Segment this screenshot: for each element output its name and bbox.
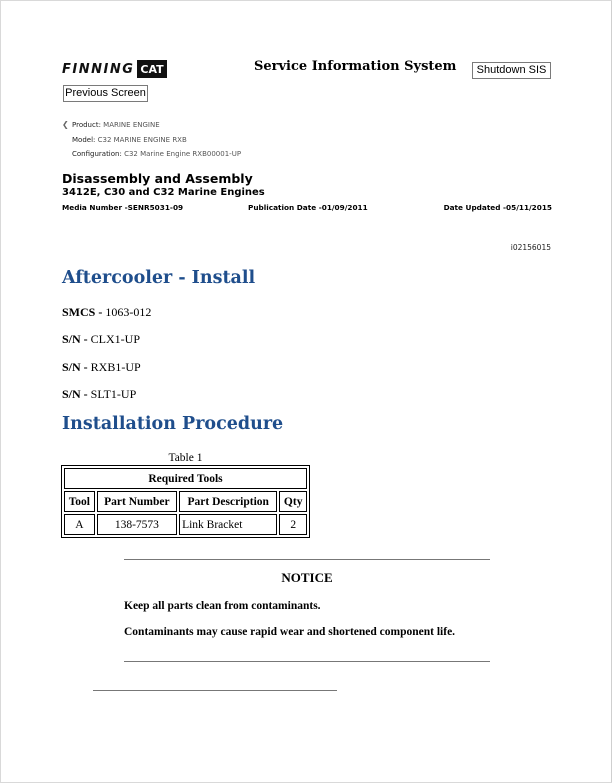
table-caption: Table 1 bbox=[168, 452, 203, 464]
media-number: Media Number -SENR5031-09 bbox=[62, 203, 184, 212]
table-cell: 138-7573 bbox=[97, 514, 177, 535]
document-subtitle: 3412E, C30 and C32 Marine Engines bbox=[62, 187, 265, 198]
table-cell: A bbox=[64, 514, 95, 535]
serial-value: CLX1-UP bbox=[90, 332, 141, 346]
configuration-label: Configuration: bbox=[72, 150, 122, 158]
configuration-row bbox=[62, 147, 241, 162]
logo-text: FINNING bbox=[62, 61, 135, 77]
finning-cat-logo bbox=[62, 58, 167, 80]
procedure-heading: Installation Procedure bbox=[62, 414, 284, 434]
column-header: Tool bbox=[64, 491, 95, 512]
system-title: Service Information System bbox=[254, 59, 457, 74]
model-value: C32 MARINE ENGINE RXB bbox=[97, 135, 187, 144]
publication-date: Publication Date -01/09/2011 bbox=[248, 203, 368, 212]
smcs-line bbox=[62, 305, 151, 320]
column-header: Part Description bbox=[179, 491, 277, 512]
document-title: Disassembly and Assembly bbox=[62, 171, 253, 186]
cat-logo-icon: CAT bbox=[137, 60, 166, 78]
product-label: Product: bbox=[72, 121, 101, 129]
page-heading: Aftercooler - Install bbox=[62, 268, 256, 288]
smcs-label: SMCS - bbox=[62, 305, 106, 319]
table-row bbox=[64, 514, 307, 535]
table-cell: 2 bbox=[279, 514, 307, 535]
chevron-left-icon[interactable]: ❮ bbox=[62, 120, 69, 129]
product-value: MARINE ENGINE bbox=[103, 121, 160, 129]
serial-line bbox=[62, 387, 136, 402]
notice-title: NOTICE bbox=[281, 570, 333, 585]
shutdown-sis-button[interactable]: Shutdown SIS bbox=[472, 62, 551, 79]
notice-text: Keep all parts clean from contaminants. bbox=[124, 600, 321, 612]
column-header: Part Number bbox=[97, 491, 177, 512]
required-tools-table bbox=[61, 465, 310, 538]
product-info bbox=[62, 118, 241, 162]
table-title-row bbox=[64, 468, 307, 489]
document-id: i02156015 bbox=[510, 243, 551, 252]
table-cell: Link Bracket bbox=[179, 514, 277, 535]
table-header-row bbox=[64, 491, 307, 512]
smcs-value: 1063-012 bbox=[105, 305, 152, 319]
model-row bbox=[62, 133, 241, 148]
product-row bbox=[62, 118, 241, 133]
notice-top-divider bbox=[124, 559, 490, 560]
serial-label: S/N - bbox=[62, 387, 91, 401]
serial-value: RXB1-UP bbox=[90, 360, 141, 374]
notice-text: Contaminants may cause rapid wear and shortened component life. bbox=[124, 626, 456, 638]
column-header: Qty bbox=[279, 491, 307, 512]
notice-bottom-divider bbox=[124, 661, 490, 662]
footer-divider bbox=[93, 690, 337, 691]
table-title: Required Tools bbox=[64, 468, 307, 489]
serial-label: S/N - bbox=[62, 360, 91, 374]
date-updated: Date Updated -05/11/2015 bbox=[443, 203, 552, 212]
serial-line bbox=[62, 360, 141, 375]
model-label: Model: bbox=[72, 135, 96, 144]
previous-screen-button[interactable]: Previous Screen bbox=[63, 85, 148, 102]
serial-line bbox=[62, 332, 140, 347]
serial-label: S/N - bbox=[62, 332, 91, 346]
configuration-value: C32 Marine Engine RXB00001-UP bbox=[124, 150, 242, 158]
serial-value: SLT1-UP bbox=[90, 387, 137, 401]
